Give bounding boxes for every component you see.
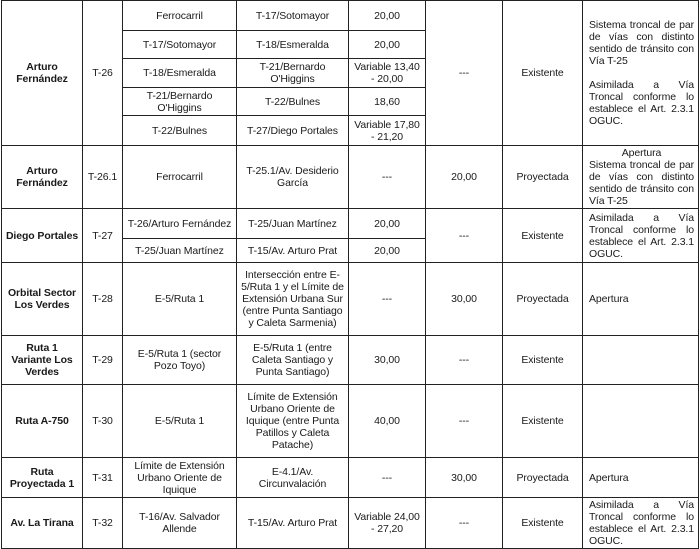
existing-width: 20,00 [349, 31, 426, 59]
observations [583, 263, 699, 336]
proposed-width: --- [426, 385, 503, 458]
road-name: Ruta Proyectada 1 [2, 458, 83, 498]
table-row [2, 336, 699, 385]
road-status: Existente [503, 385, 583, 458]
proposed-width: --- [426, 209, 503, 263]
road-name: Ruta 1 Variante Los Verdes [2, 336, 83, 385]
existing-width: Variable 24,00 - 27,20 [349, 498, 426, 549]
segment-from: T-17/Sotomayor [123, 31, 237, 59]
table-row [2, 209, 699, 239]
road-code: T-27 [83, 209, 123, 263]
segment-to: T-17/Sotomayor [237, 1, 349, 31]
segment-from: Límite de Extensión Urbano Oriente de Iquique [123, 458, 237, 498]
segment-from: Ferrocarril [123, 1, 237, 31]
road-code: T-30 [83, 385, 123, 458]
road-status: Existente [503, 209, 583, 263]
road-status: Proyectada [503, 146, 583, 209]
observations [583, 146, 699, 209]
road-name: Arturo Fernández [2, 1, 83, 146]
observations [583, 385, 699, 458]
observation-text: Sistema troncal de par de vías con distinto sentido de tránsito con Vía T-25 [589, 19, 694, 67]
segment-to: T-25/Juan Martínez [237, 209, 349, 239]
segment-to: T-18/Esmeralda [237, 31, 349, 59]
existing-width: 20,00 [349, 239, 426, 263]
observation-text: Apertura [589, 293, 629, 305]
existing-width: Variable 17,80 - 21,20 [349, 116, 426, 146]
proposed-width: 20,00 [426, 146, 503, 209]
table-row [2, 146, 699, 209]
road-status: Proyectada [503, 458, 583, 498]
segment-from: E-5/Ruta 1 [123, 263, 237, 336]
table-row [2, 263, 699, 336]
segment-to: E-5/Ruta 1 (entre Caleta Santiago y Punta Santiago) [237, 336, 349, 385]
proposed-width: --- [426, 1, 503, 146]
road-name: Orbital Sector Los Verdes [2, 263, 83, 336]
road-code: T-31 [83, 458, 123, 498]
segment-to: T-27/Diego Portales [237, 116, 349, 146]
segment-from: T-18/Esmeralda [123, 59, 237, 88]
segment-to: Límite de Extensión Urbano Oriente de Iquique (entre Punta Patillos y Caleta Patache) [237, 385, 349, 458]
existing-width: 30,00 [349, 336, 426, 385]
existing-width: 40,00 [349, 385, 426, 458]
segment-to: T-15/Av. Arturo Prat [237, 498, 349, 549]
road-code: T-28 [83, 263, 123, 336]
segment-to: T-15/Av. Arturo Prat [237, 239, 349, 263]
table-row [2, 458, 699, 498]
road-status: Proyectada [503, 263, 583, 336]
existing-width: 20,00 [349, 1, 426, 31]
table-row [2, 385, 699, 458]
segment-from: Ferrocarril [123, 146, 237, 209]
road-code: T-32 [83, 498, 123, 549]
segment-from: T-21/Bernardo O'Higgins [123, 88, 237, 116]
existing-width: 20,00 [349, 209, 426, 239]
observation-text: Asimilada a Vía Troncal conforme lo establece el Art. 2.3.1 OGUC. [589, 211, 694, 260]
existing-width: --- [349, 146, 426, 209]
proposed-width: --- [426, 336, 503, 385]
observations [583, 458, 699, 498]
proposed-width: --- [426, 498, 503, 549]
observations [583, 209, 699, 263]
segment-from: E-5/Ruta 1 (sector Pozo Toyo) [123, 336, 237, 385]
proposed-width: 30,00 [426, 263, 503, 336]
segment-from: T-16/Av. Salvador Allende [123, 498, 237, 549]
observation-text: Asimilada a Vía Troncal conforme lo establece el Art. 2.3.1 OGUC. [589, 79, 694, 127]
observations [583, 498, 699, 549]
segment-to: T-25.1/Av. Desiderio García [237, 146, 349, 209]
road-status: Existente [503, 498, 583, 549]
observation-text: Apertura [589, 471, 629, 484]
observation-heading: Apertura [621, 147, 662, 159]
segment-to: T-21/Bernardo O'Higgins [237, 59, 349, 88]
road-name: Arturo Fernández [2, 146, 83, 209]
existing-width: 18,60 [349, 88, 426, 116]
segment-to: Intersección entre E-5/Ruta 1 y el Límite de Extensión Urbana Sur (entre Punta Santiago y Caleta Sarmenia) [237, 263, 349, 336]
segment-from: T-25/Juan Martínez [123, 239, 237, 263]
road-code: T-26.1 [83, 146, 123, 209]
road-name: Av. La Tirana [2, 498, 83, 549]
observations [583, 336, 699, 385]
segment-from: T-26/Arturo Fernández [123, 209, 237, 239]
existing-width: --- [349, 458, 426, 498]
observation-text: Sistema troncal de par de vías con distinto sentido de tránsito con Vía T-25 [589, 159, 694, 207]
table-row [2, 1, 699, 31]
existing-width: Variable 13,40 - 20,00 [349, 59, 426, 88]
segment-to: E-4.1/Av. Circunvalación [237, 458, 349, 498]
road-status: Existente [503, 1, 583, 146]
observation-text: Asimilada a Vía Troncal conforme lo establece el Art. 2.3.1 OGUC. [589, 499, 694, 547]
road-name: Diego Portales [2, 209, 83, 263]
road-name: Ruta A-750 [2, 385, 83, 458]
table-row [2, 498, 699, 549]
segment-from: E-5/Ruta 1 [123, 385, 237, 458]
existing-width: --- [349, 263, 426, 336]
proposed-width: 30,00 [426, 458, 503, 498]
segment-from: T-22/Bulnes [123, 116, 237, 146]
road-code: T-26 [83, 1, 123, 146]
observations [583, 1, 699, 146]
road-status: Existente [503, 336, 583, 385]
roads-table [1, 0, 699, 549]
segment-to: T-22/Bulnes [237, 88, 349, 116]
road-code: T-29 [83, 336, 123, 385]
